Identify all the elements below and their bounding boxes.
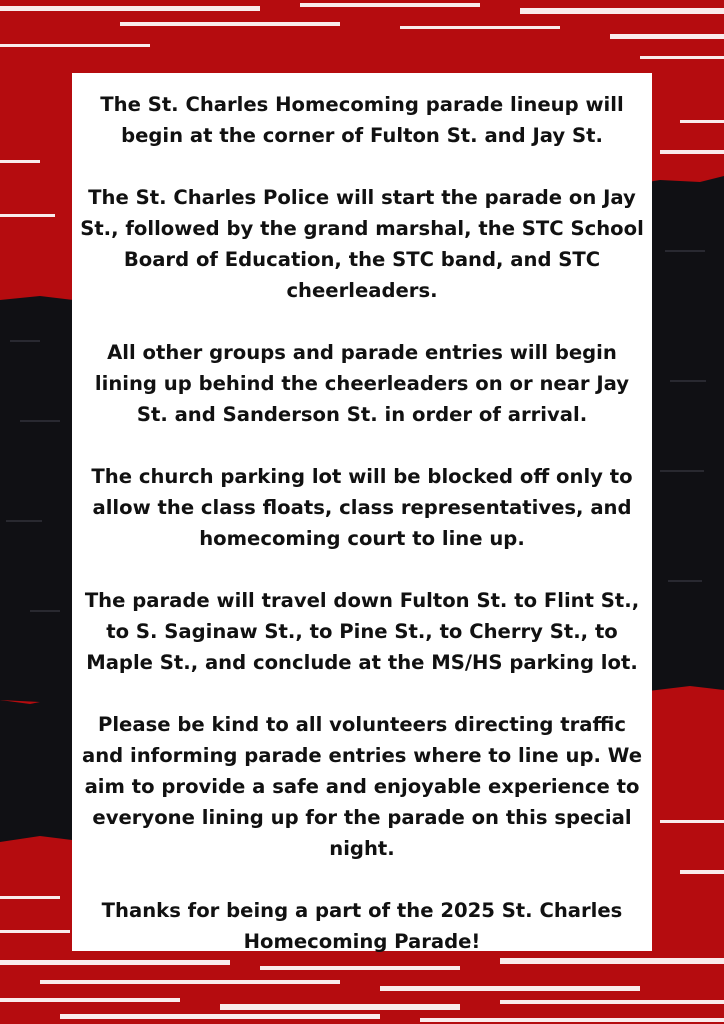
notice-paragraph-lineup-start: The St. Charles Homecoming parade lineup will begin at the corner of Fulton St. and Jay St. xyxy=(100,93,624,147)
notice-paragraph-volunteers: Please be kind to all volunteers directing traffic and informing parade entries where to line up. We aim to provide a safe and enjoyable experience to everyone lining up for the parade on this special night. xyxy=(82,713,642,860)
notice-paragraph-church-lot: The church parking lot will be blocked off only to allow the class floats, class representatives, and homecoming court to line up. xyxy=(91,465,633,550)
notice-card xyxy=(72,73,652,951)
notice-paragraph-thanks: Thanks for being a part of the 2025 St. Charles Homecoming Parade! xyxy=(101,899,623,953)
notice-paragraph-other-groups: All other groups and parade entries will begin lining up behind the cheerleaders on or near Jay St. and Sanderson St. in order of arrival. xyxy=(94,341,630,426)
notice-paragraph-route: The parade will travel down Fulton St. to Flint St., to S. Saginaw St., to Pine St., to Cherry St., to Maple St., and conclude at the MS/HS parking lot. xyxy=(84,589,640,674)
notice-paragraph-parade-order: The St. Charles Police will start the parade on Jay St., followed by the grand marshal, the STC School Board of Education, the STC band, and STC cheerleaders. xyxy=(80,186,644,302)
